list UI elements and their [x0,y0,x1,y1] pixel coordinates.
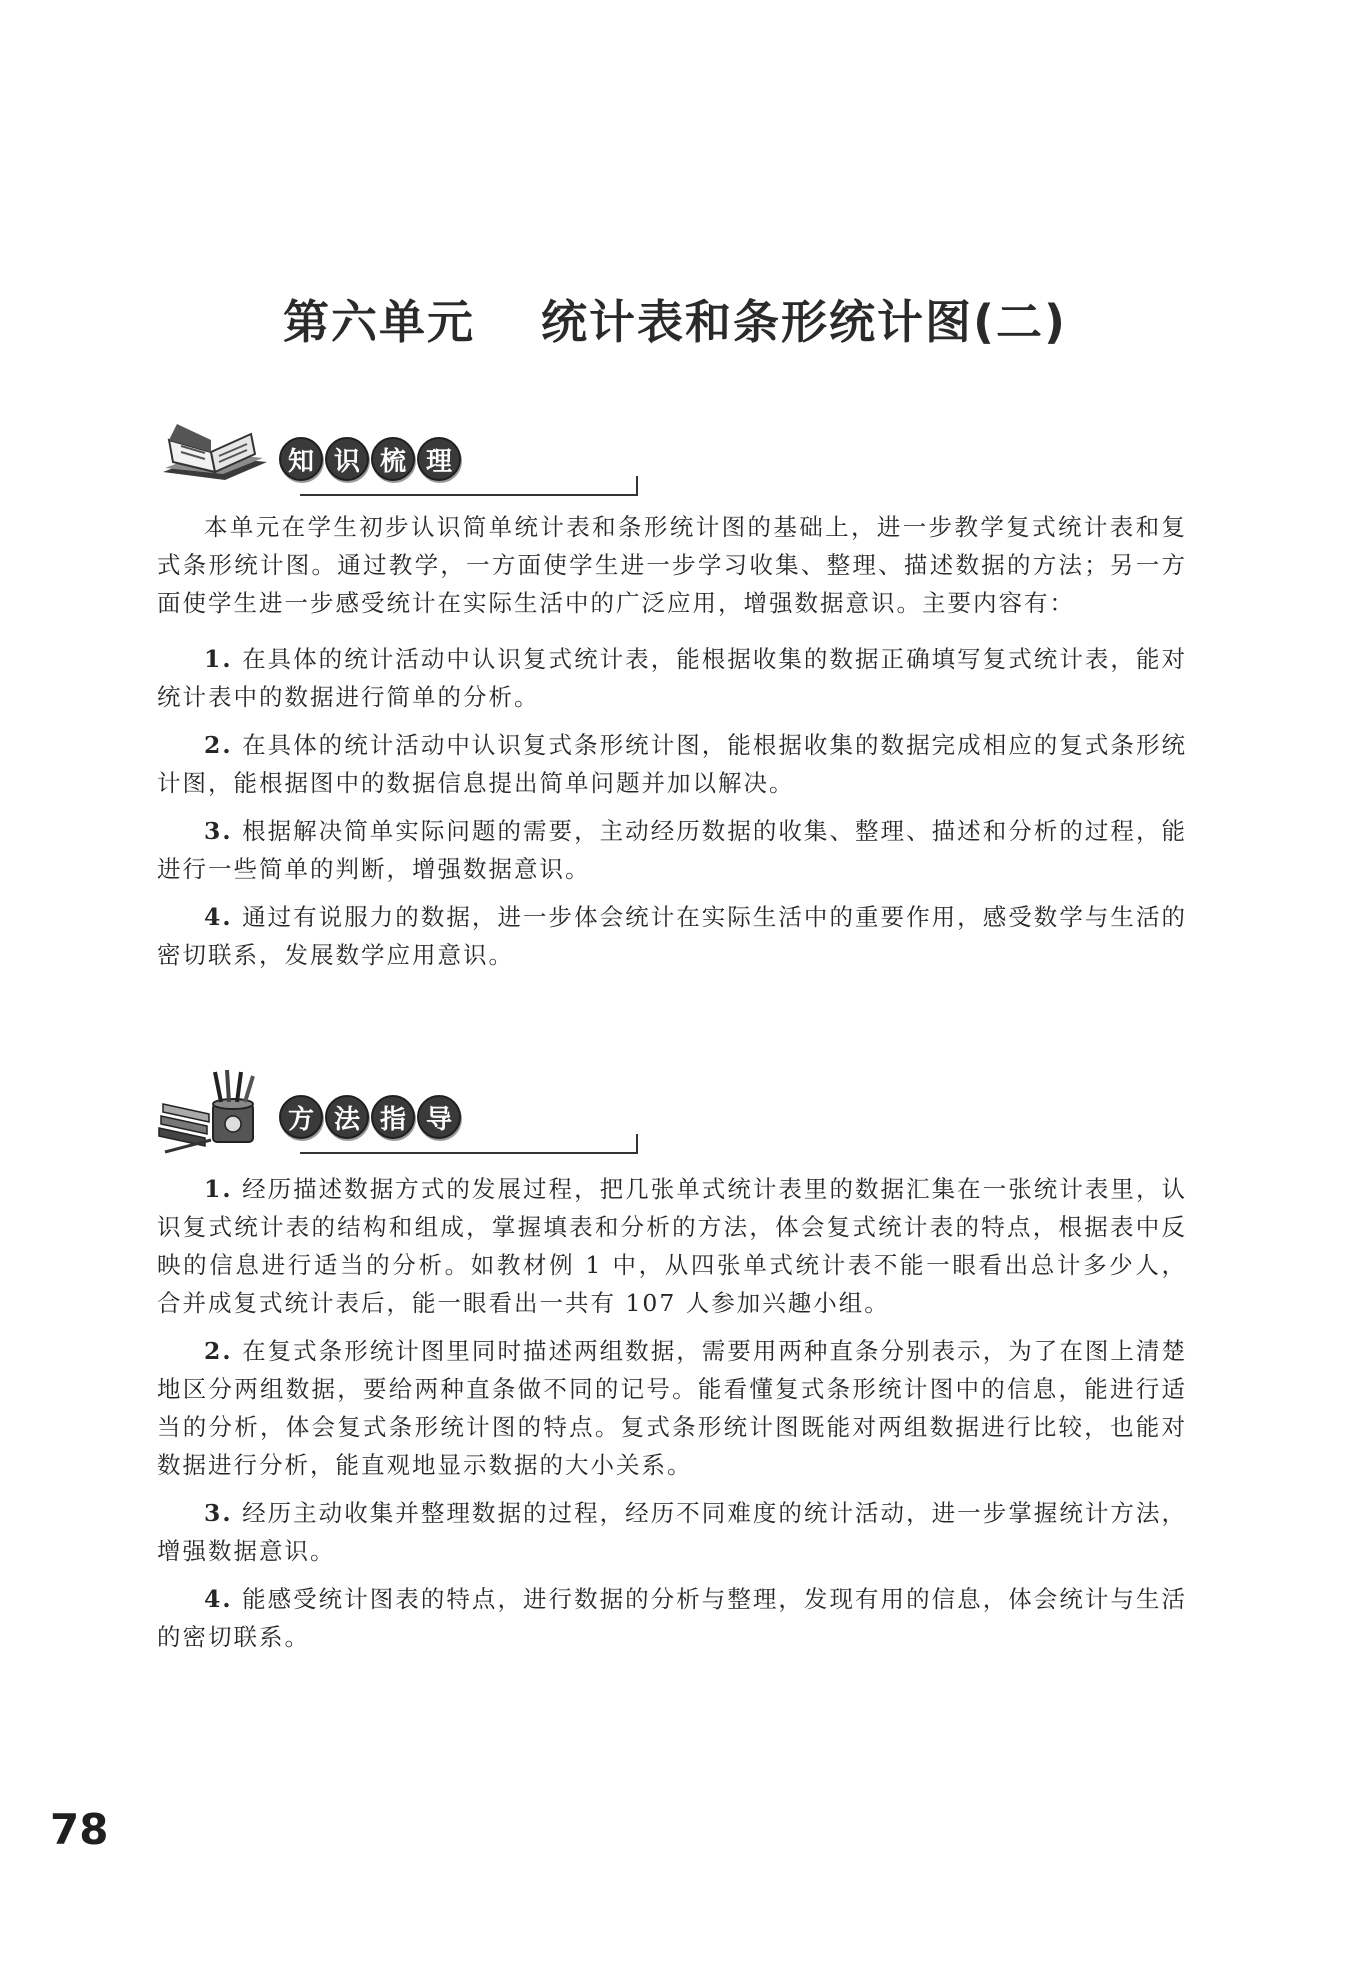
item-text: 经历主动收集并整理数据的过程，经历不同难度的统计活动，进一步掌握统计方法，增强数据意识。 [157,1499,1187,1565]
chapter-unit: 第六单元 [282,295,475,349]
heading-char: 导 [417,1095,461,1139]
knowledge-section-header [155,410,515,520]
heading-char: 方 [279,1095,323,1139]
item-number: 4. [204,1585,233,1613]
item-text: 能感受统计图表的特点，进行数据的分析与整理，发现有用的信息，体会统计与生活的密切联系。 [157,1585,1187,1651]
item-text: 在复式条形统计图里同时描述两组数据，需要用两种直条分别表示，为了在图上清楚地区分两组数据，要给两种直条做不同的记号。能看懂复式条形统计图中的信息，能进行适当的分析，体会复式条形统计图的特点。复式条形统计图既能对两组数据进行比较，也能对数据进行分析，能直观地显示数据的大小关系。 [157,1337,1187,1479]
item-text: 经历描述数据方式的发展过程，把几张单式统计表里的数据汇集在一张统计表里，认识复式统计表的结构和组成，掌握填表和分析的方法，体会复式统计表的特点，根据表中反映的信息进行适当的分析。如教材例 1 中，从四张单式统计表不能一眼看出总计多少人，合并成复式统计表后，能一眼看出一共有 107 人参加兴趣小组。 [157,1175,1187,1317]
item-number: 1. [204,1175,233,1203]
open-book-icon [155,410,275,500]
method-item [157,1332,1187,1484]
heading-char: 理 [417,437,461,481]
knowledge-heading [279,437,463,481]
item-text: 通过有说服力的数据，进一步体会统计在实际生活中的重要作用，感受数学与生活的密切联系，发展数学应用意识。 [157,903,1187,969]
item-number: 2. [204,731,233,759]
chapter-name: 统计表和条形统计图(二) [540,295,1068,349]
item-text: 在具体的统计活动中认识复式统计表，能根据收集的数据正确填写复式统计表，能对统计表中的数据进行简单的分析。 [157,645,1187,711]
heading-underline [300,1134,638,1154]
item-number: 4. [204,903,233,931]
heading-char: 法 [325,1095,369,1139]
heading-char: 梳 [371,437,415,481]
method-item [157,1494,1187,1570]
knowledge-item [157,726,1187,802]
knowledge-item [157,898,1187,974]
knowledge-intro: 本单元在学生初步认识简单统计表和条形统计图的基础上，进一步教学复式统计表和复式条形统计图。通过教学，一方面使学生进一步学习收集、整理、描述数据的方法；另一方面使学生进一步感受统计在实际生活中的广泛应用，增强数据意识。主要内容有： [157,513,1187,617]
method-item [157,1170,1187,1322]
method-body [157,1170,1187,1666]
knowledge-item [157,812,1187,888]
heading-char: 识 [325,437,369,481]
knowledge-item [157,640,1187,716]
method-section-header [155,1068,515,1178]
item-number: 2. [204,1337,233,1365]
item-text: 在具体的统计活动中认识复式条形统计图，能根据收集的数据完成相应的复式条形统计图，能根据图中的数据信息提出简单问题并加以解决。 [157,731,1187,797]
item-text: 根据解决简单实际问题的需要，主动经历数据的收集、整理、描述和分析的过程，能进行一些简单的判断，增强数据意识。 [157,817,1187,883]
item-number: 3. [204,1499,233,1527]
books-and-pencils-icon [155,1068,275,1158]
chapter-title [0,286,1350,352]
heading-underline [300,476,638,496]
method-heading [279,1095,463,1139]
item-number: 3. [204,817,233,845]
method-item [157,1580,1187,1656]
item-number: 1. [204,645,233,673]
knowledge-body [157,508,1187,984]
page-number: 78 [50,1805,109,1854]
heading-char: 指 [371,1095,415,1139]
heading-char: 知 [279,437,323,481]
